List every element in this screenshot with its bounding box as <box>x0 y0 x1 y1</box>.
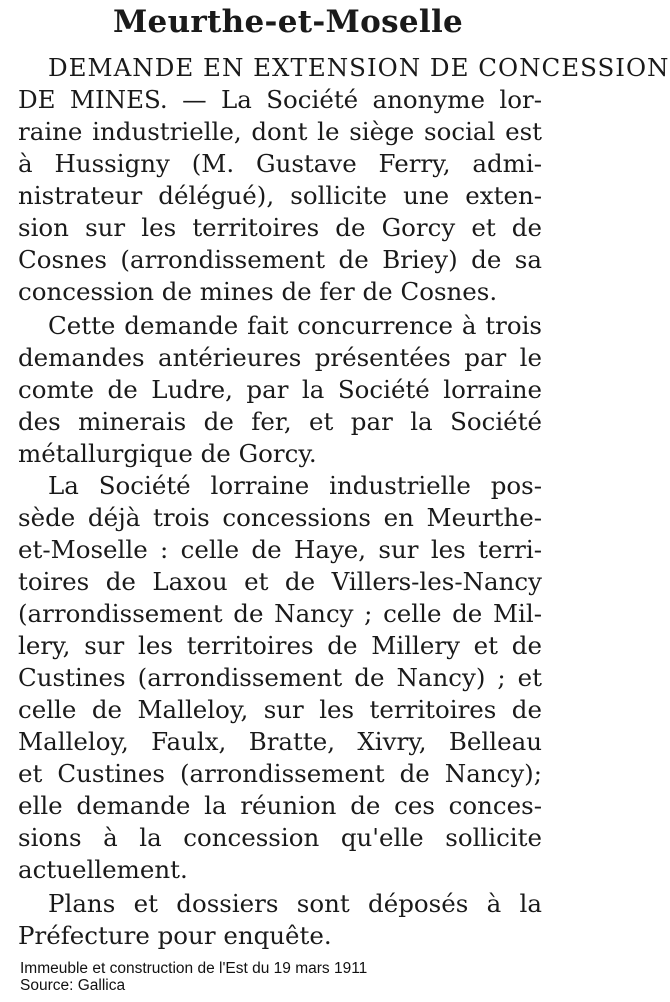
article-line: et-Moselle : celle de Haye, sur les terri- <box>18 535 542 564</box>
article-line: concession de mines de fer de Cosnes. <box>18 277 498 306</box>
article-line: celle de Malleloy, sur les territoires de <box>18 695 542 724</box>
article-line: Custines (arrondissement de Nancy) ; et <box>18 663 542 692</box>
article-line: DEMANDE EN EXTENSION DE CONCESSION <box>48 53 670 82</box>
article-line: à Hussigny (M. Gustave Ferry, admi- <box>18 149 542 178</box>
article-line: Plans et dossiers sont déposés à la <box>48 889 542 918</box>
article-line: Malleloy, Faulx, Bratte, Xivry, Belleau <box>18 727 542 756</box>
article-line: nistrateur délégué), sollicite une exten- <box>18 181 542 210</box>
article-line: elle demande la réunion de ces conces- <box>18 791 542 820</box>
article-line: des minerais de fer, et par la Société <box>18 407 542 436</box>
article-line: actuellement. <box>18 855 188 884</box>
credit-line: Source: Gallica <box>20 977 126 994</box>
article-line: et Custines (arrondissement de Nancy); <box>18 759 542 788</box>
article-line: DE MINES. — La Société anonyme lor- <box>18 85 542 114</box>
article-line: sion sur les territoires de Gorcy et de <box>18 213 542 242</box>
article-line: raine industrielle, dont le siège social est <box>18 117 542 146</box>
article-line: sions à la concession qu'elle sollicite <box>18 823 542 852</box>
article-line: (arrondissement de Nancy ; celle de Mil- <box>18 599 542 628</box>
article-line: comte de Ludre, par la Société lorraine <box>18 375 542 404</box>
article-line: Préfecture pour enquête. <box>18 921 332 950</box>
article-line: demandes antérieures présentées par le <box>18 343 542 372</box>
article-title: Meurthe-et-Moselle <box>112 4 464 40</box>
source-line: Immeuble et construction de l'Est du 19 mars 1911 <box>20 960 368 977</box>
article-line: toires de Laxou et de Villers-les-Nancy <box>18 567 542 596</box>
article-line: Cosnes (arrondissement de Briey) de sa <box>18 245 542 274</box>
article-line: lery, sur les territoires de Millery et de <box>18 631 542 660</box>
article-line: Cette demande fait concurrence à trois <box>48 311 542 340</box>
source-caption <box>20 960 367 994</box>
article-line: métallurgique de Gorcy. <box>18 439 317 468</box>
article-line: La Société lorraine industrielle pos- <box>48 471 542 500</box>
article-line: sède déjà trois concessions en Meurthe- <box>18 503 542 532</box>
